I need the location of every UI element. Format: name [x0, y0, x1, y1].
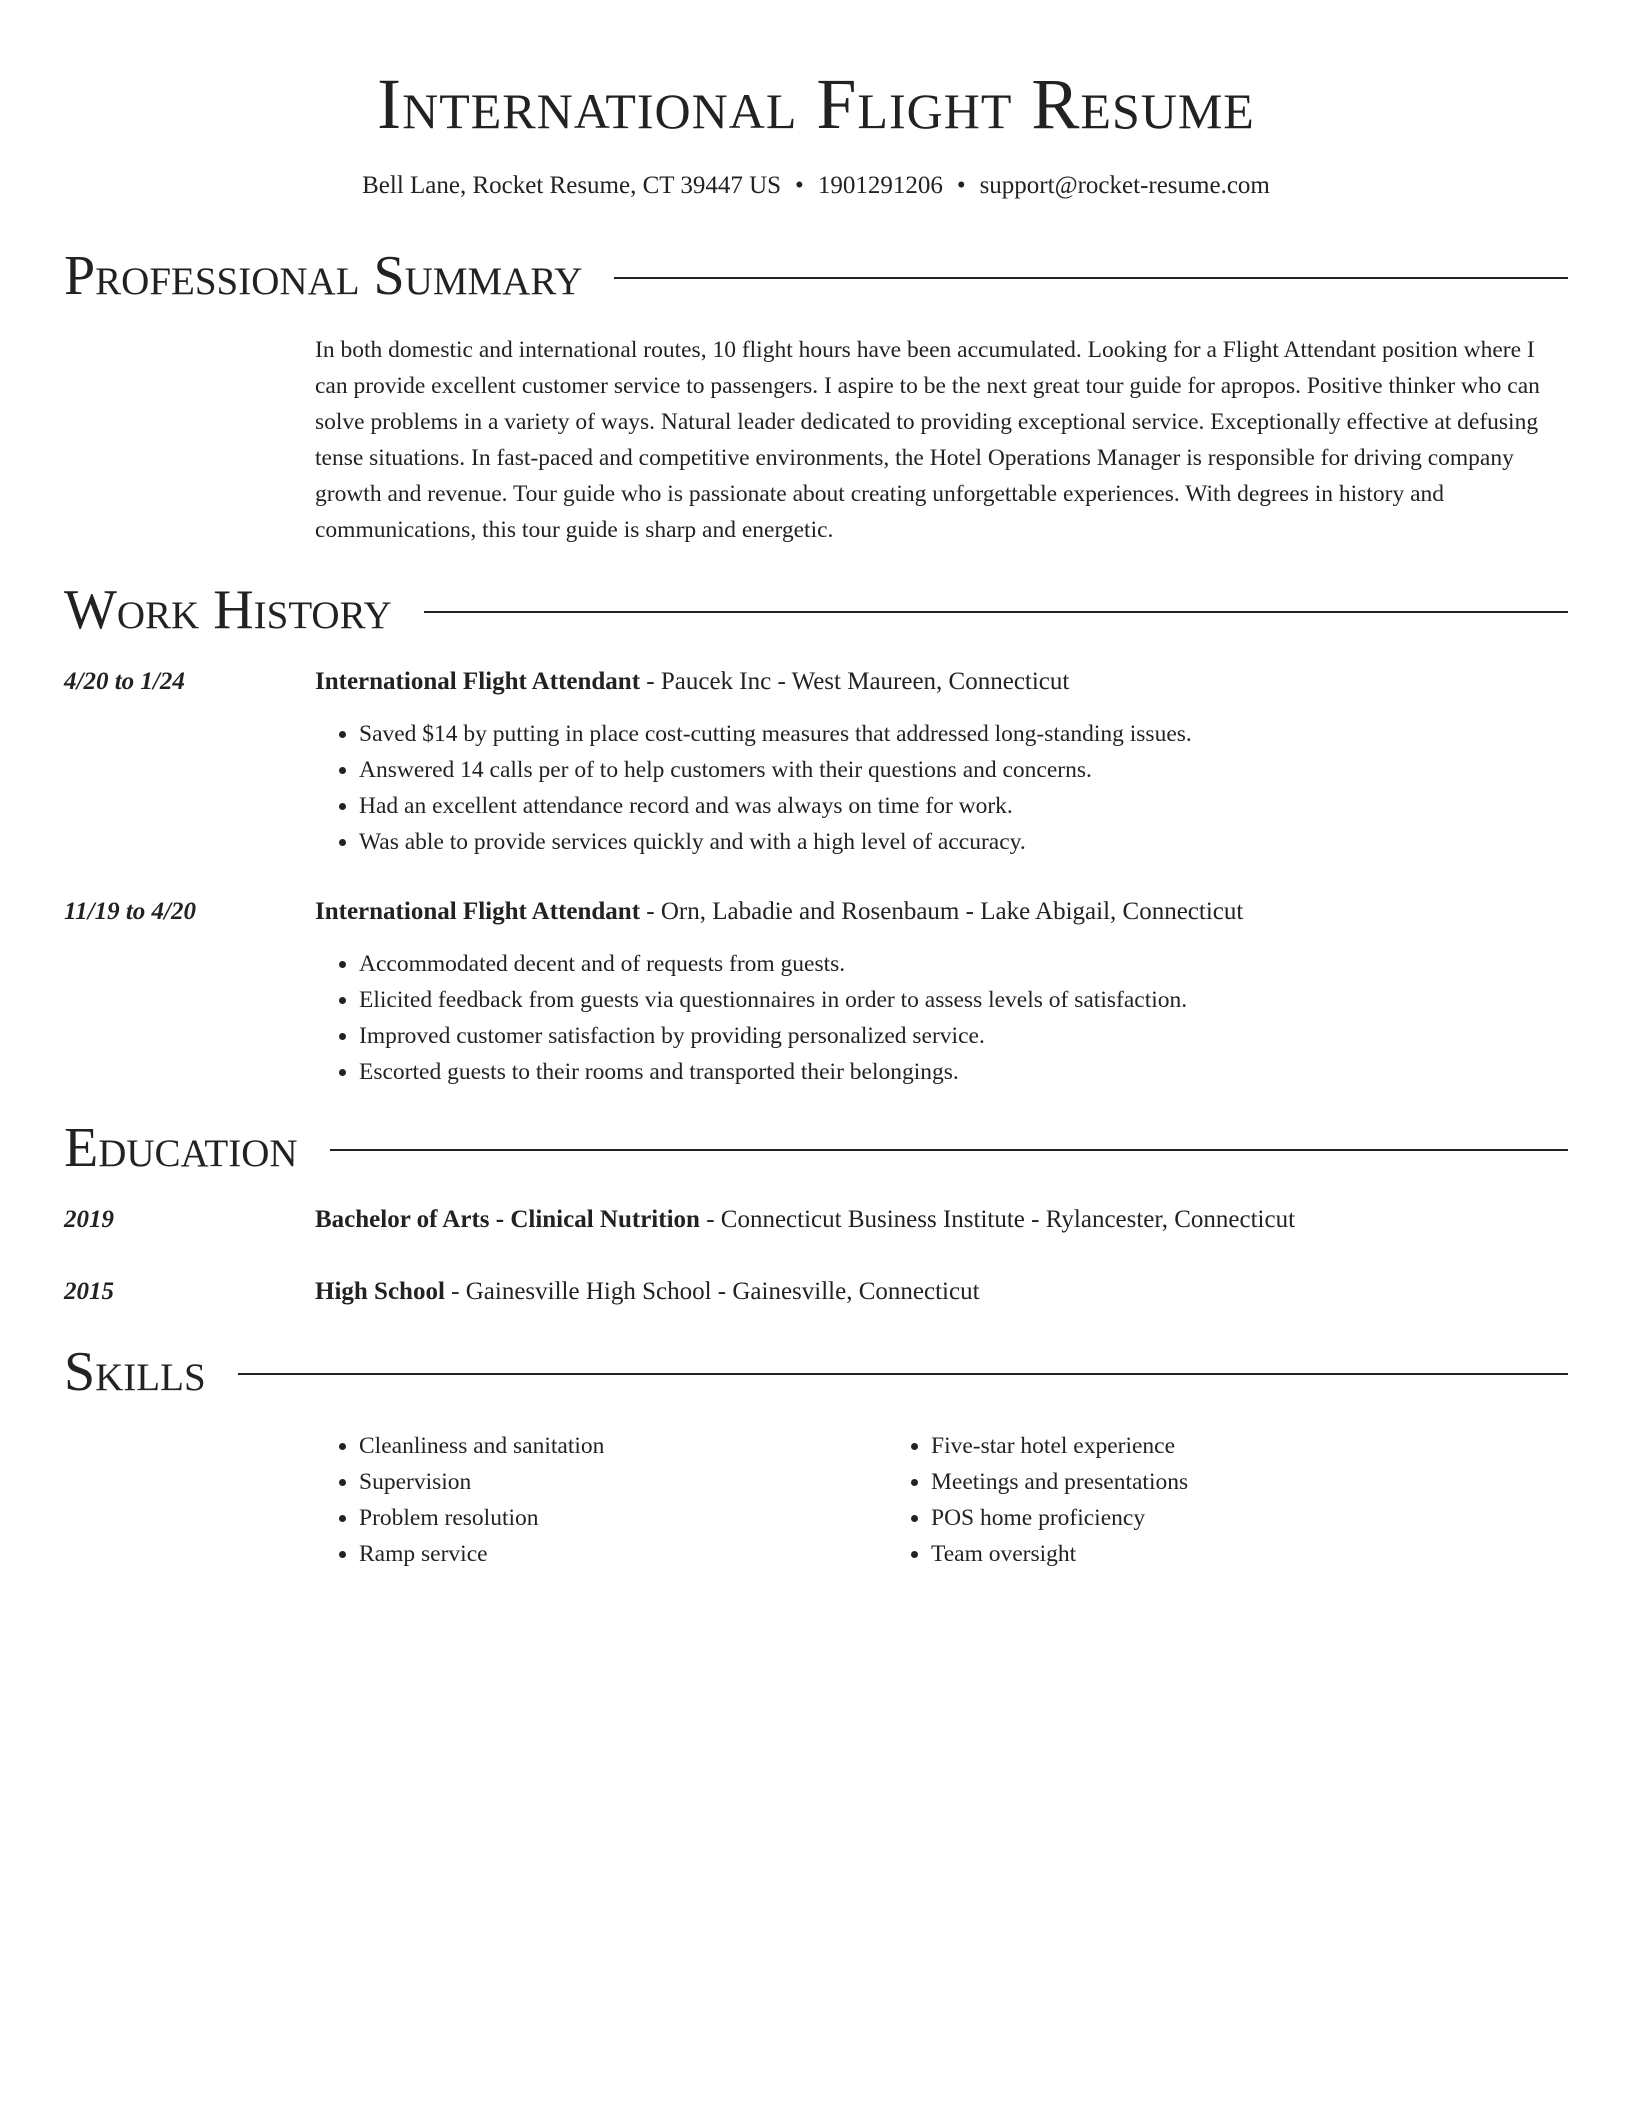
contact-phone: 1901291206	[817, 172, 943, 199]
skills-section-title: Skills	[64, 1341, 206, 1403]
section-divider	[238, 1373, 1568, 1375]
skills-section-header	[64, 1340, 1568, 1404]
contact-address: Bell Lane, Rocket Resume, CT 39447 US	[362, 172, 782, 199]
education-details: - Gainesville High School - Gainesville, Connecticut	[444, 1278, 980, 1305]
job-bullet-list	[315, 946, 1568, 1090]
job-bullet: • Answered 14 calls per of to help customers with their questions and concerns.	[359, 752, 1568, 788]
job-bullet: • Had an excellent attendance record and was always on time for work.	[359, 788, 1568, 824]
contact-separator: •	[956, 172, 966, 199]
job-body	[315, 894, 1568, 1090]
education-details: - Connecticut Business Institute - Rylancester, Connecticut	[699, 1206, 1296, 1233]
work-section-header	[64, 578, 1568, 642]
job-entry	[64, 894, 1568, 1090]
section-divider	[614, 277, 1568, 279]
education-entry	[64, 1274, 1568, 1310]
job-details: - Orn, Labadie and Rosenbaum - Lake Abigail, Connecticut	[640, 898, 1244, 925]
education-year: 2019	[64, 1206, 114, 1233]
section-divider	[424, 611, 1568, 613]
job-role: International Flight Attendant	[315, 898, 641, 925]
skill-item: • Problem resolution	[359, 1500, 887, 1536]
job-title-line	[315, 894, 1568, 930]
summary-row	[64, 332, 1568, 548]
skill-item: • POS home proficiency	[931, 1500, 1459, 1536]
summary-text: In both domestic and international routes, 10 flight hours have been accumulated. Looking for a Flight Attendant position where I can provide excellent customer service to passengers. I aspire to be the next great tour guide for apropos. Positive thinker who can solve problems in a variety of ways. Natural leader dedicated to providing exceptional service. Exceptionally effective at defusing tense situations. In fast-paced and competitive environments, the Hotel Operations Manager is responsible for driving company growth and revenue. Tour guide who is passionate about creating unforgettable experiences. With degrees in history and communications, this tour guide is sharp and energetic.	[315, 337, 1540, 543]
resume-name: International Flight Resume	[377, 64, 1255, 144]
job-bullet: • Improved customer satisfaction by providing personalized service.	[359, 1018, 1568, 1054]
education-line	[315, 1202, 1568, 1238]
job-entry	[64, 664, 1568, 860]
job-details: - Paucek Inc - West Maureen, Connecticut	[640, 668, 1070, 695]
skills-list-left	[315, 1428, 887, 1572]
job-dates: 4/20 to 1/24	[64, 668, 185, 695]
skills-body	[315, 1404, 1568, 1572]
skill-item: • Cleanliness and sanitation	[359, 1428, 887, 1464]
education-line	[315, 1274, 1568, 1310]
job-bullet-list	[315, 716, 1568, 860]
job-dates: 11/19 to 4/20	[64, 898, 196, 925]
skill-item: • Ramp service	[359, 1536, 887, 1572]
skills-grid	[315, 1428, 1568, 1572]
skill-item: • Meetings and presentations	[931, 1464, 1459, 1500]
skill-item: • Supervision	[359, 1464, 887, 1500]
education-section-title: Education	[64, 1117, 298, 1179]
skills-row	[64, 1404, 1568, 1572]
contact-email: support@rocket-resume.com	[979, 172, 1270, 199]
job-bullet: • Accommodated decent and of requests from guests.	[359, 946, 1568, 982]
education-year: 2015	[64, 1278, 114, 1305]
skill-item: • Five-star hotel experience	[931, 1428, 1459, 1464]
work-section-title: Work History	[64, 579, 392, 641]
contact-separator: •	[795, 172, 804, 199]
job-bullet: • Elicited feedback from guests via questionnaires in order to assess levels of satisfaction.	[359, 982, 1568, 1018]
skills-list-right	[887, 1428, 1459, 1572]
job-bullet: • Was able to provide services quickly and with a high level of accuracy.	[359, 824, 1568, 860]
contact-line	[64, 168, 1568, 204]
education-degree: Bachelor of Arts - Clinical Nutrition	[315, 1206, 700, 1233]
education-degree: High School	[315, 1278, 445, 1305]
job-body	[315, 664, 1568, 860]
job-bullet: • Saved $14 by putting in place cost-cutting measures that addressed long-standing issues.	[359, 716, 1568, 752]
summary-section-title: Professional Summary	[64, 245, 583, 307]
education-section-header	[64, 1116, 1568, 1180]
education-entry	[64, 1202, 1568, 1238]
job-title-line	[315, 664, 1568, 700]
skill-item: • Team oversight	[931, 1536, 1459, 1572]
job-bullet: • Escorted guests to their rooms and transported their belongings.	[359, 1054, 1568, 1090]
summary-section-header	[64, 244, 1568, 308]
section-divider	[330, 1149, 1568, 1151]
job-role: International Flight Attendant	[315, 668, 641, 695]
